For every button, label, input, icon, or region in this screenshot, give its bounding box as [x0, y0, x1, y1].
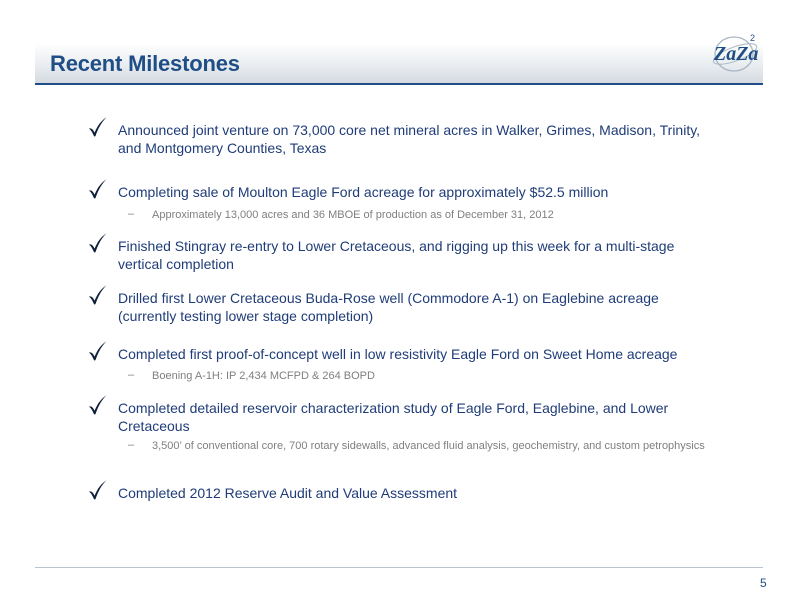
check-icon [86, 283, 110, 307]
detail-text: 3,500’ of conventional core, 700 rotary sidewalls, advanced fluid analysis, geochemistry, and custom petrophysics [152, 440, 705, 452]
page-number: 5 [760, 576, 767, 590]
milestone-text: Completed detailed reservoir characterization study of Eagle Ford, Eaglebine, and Lower Cretaceous [118, 400, 669, 434]
milestone-text: Completed first proof-of-concept well in low resistivity Eagle Ford on Sweet Home acreage [118, 346, 678, 362]
detail-dash: – [128, 369, 135, 381]
detail-text: Boening A-1H: IP 2,434 MCFPD & 264 BOPD [152, 370, 375, 382]
detail-dash: – [128, 208, 135, 220]
milestone-text: Announced joint venture on 73,000 core net mineral acres in Walker, Grimes, Madison, Trinity, and Montgomery Counties, Texas [118, 122, 701, 156]
detail-dash: – [128, 439, 135, 451]
logo-superscript: 2 [750, 33, 756, 43]
footer-divider [35, 567, 763, 568]
milestone-text: Completing sale of Moulton Eagle Ford acreage for approximately $52.5 million [118, 184, 609, 200]
check-icon [86, 231, 110, 255]
page-title: Recent Milestones [50, 51, 240, 76]
milestone-text: Drilled first Lower Cretaceous Buda-Rose well (Commodore A-1) on Eaglebine acreage (currently testing lower stage completion) [118, 290, 659, 324]
check-icon [86, 115, 110, 139]
milestone-text: Finished Stingray re-entry to Lower Cretaceous, and rigging up this week for a multi-stage vertical completion [118, 238, 675, 272]
check-icon [86, 177, 110, 201]
milestone-text: Completed 2012 Reserve Audit and Value Assessment [118, 485, 458, 501]
logo-wordmark: ZaZa [714, 43, 759, 65]
detail-text: Approximately 13,000 acres and 36 MBOE of production as of December 31, 2012 [152, 209, 554, 221]
check-icon [86, 339, 110, 363]
check-icon [86, 478, 110, 502]
check-icon [86, 393, 110, 417]
